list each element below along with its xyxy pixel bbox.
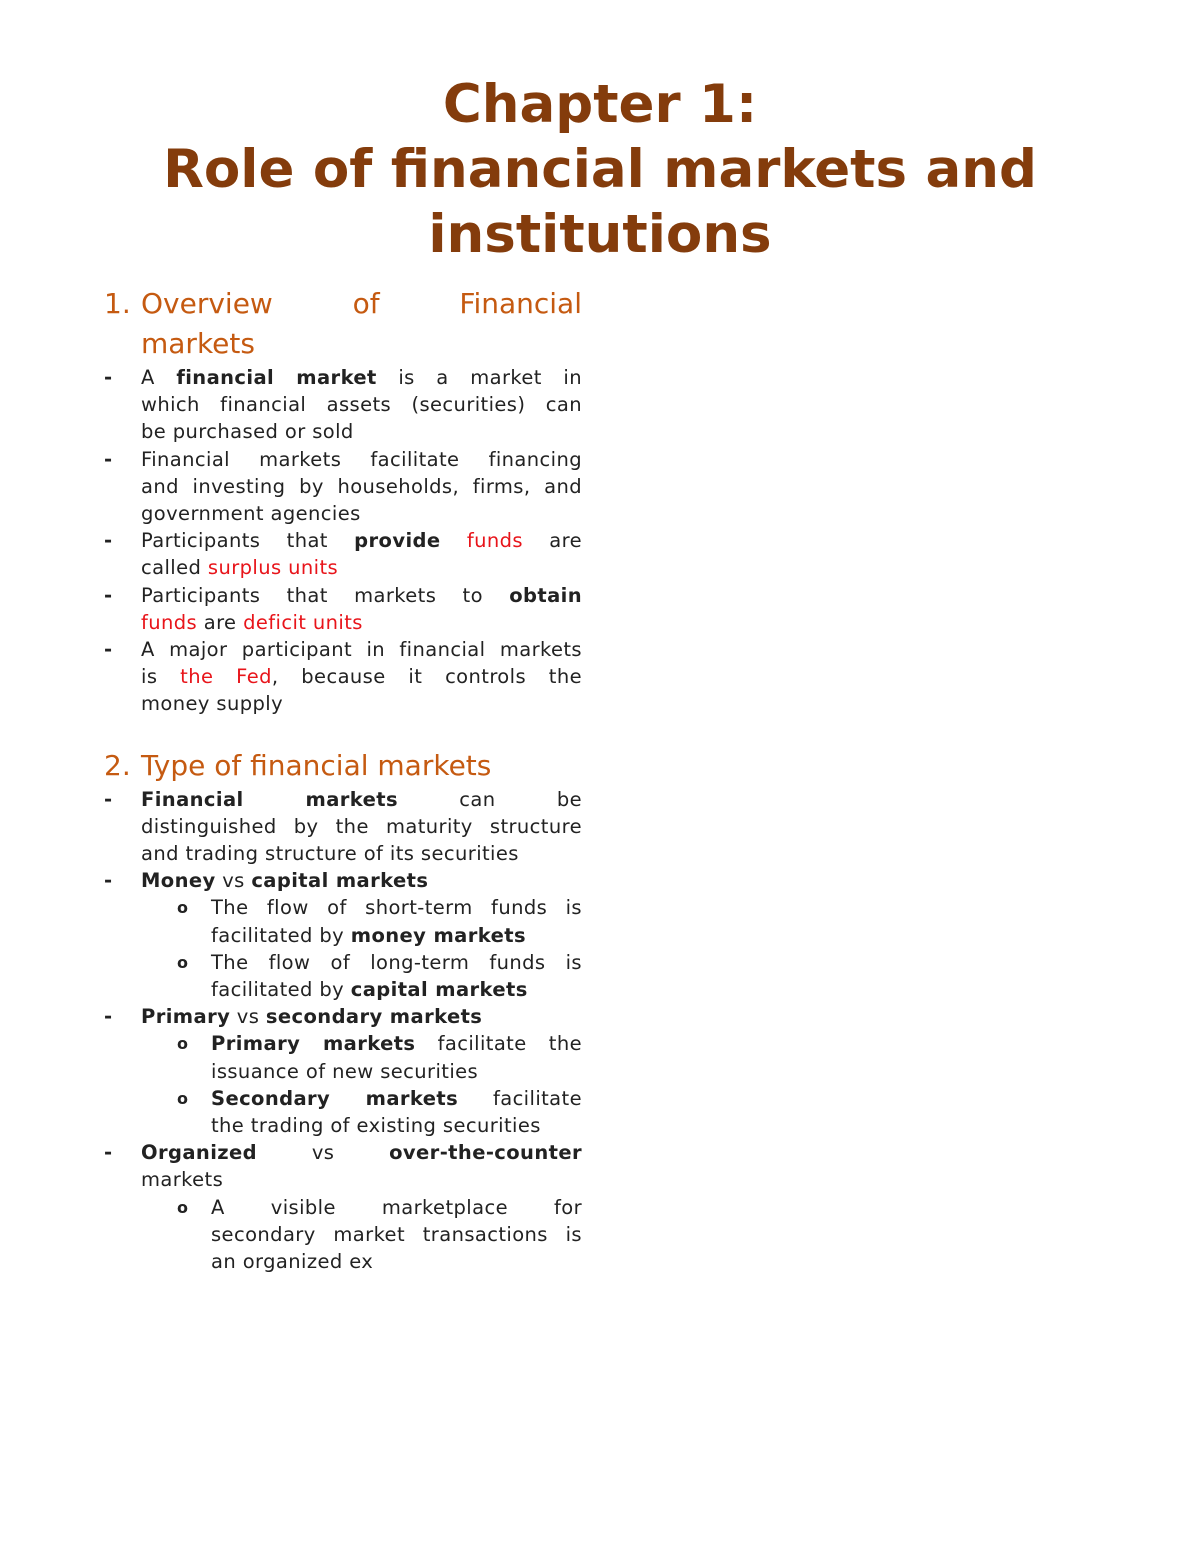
section-spacer	[104, 718, 582, 746]
dash-bullet: -	[104, 787, 113, 811]
section-1-heading-line-1: Overview of Financial	[141, 287, 582, 320]
dash-bullet: -	[104, 447, 113, 471]
list-item: - Financial markets can be distinguished by the maturity structure and trading structure of its securities	[104, 787, 582, 866]
list-item: - Participants that markets to obtain funds are deficit units	[104, 583, 582, 634]
circle-bullet-icon: o	[177, 952, 189, 972]
sub-list-item: o Secondary markets facilitate the trading of existing securities	[177, 1086, 582, 1138]
section-1-list	[104, 364, 582, 718]
list-item: - Organized vs over-the-counter markets	[104, 1141, 582, 1192]
circle-bullet-icon: o	[177, 1088, 189, 1108]
title-line-1: Chapter 1:	[442, 74, 758, 135]
section-2-number: 2.	[104, 748, 131, 782]
content-column	[104, 284, 582, 1275]
section-2-heading	[104, 746, 582, 786]
sub-list-item: o A visible marketplace for secondary market transactions is an organized ex	[177, 1195, 582, 1274]
list-item: - Money vs capital markets	[104, 867, 582, 894]
dash-bullet: -	[104, 583, 113, 607]
dash-bullet: -	[104, 638, 113, 662]
section-2-list	[104, 786, 582, 1276]
dash-bullet: -	[104, 366, 113, 389]
chapter-title	[0, 72, 1200, 267]
list-item: - Financial markets facilitate financing and investing by households, firms, and government agencies	[104, 447, 582, 526]
dash-bullet: -	[104, 1005, 113, 1029]
sub-list-item: o The flow of long-term funds is facilitated by capital markets	[177, 950, 582, 1002]
list-item: - A major participant in financial markets is the Fed, because it controls the money supply	[104, 638, 583, 716]
circle-bullet-icon: o	[177, 1197, 189, 1217]
circle-bullet-icon: o	[177, 1034, 189, 1054]
dash-bullet: -	[104, 869, 113, 893]
list-item: - A financial market is a market in which financial assets (securities) can be purchased or sold	[104, 366, 582, 444]
dash-bullet: -	[104, 529, 113, 553]
section-1-heading-line-2: markets	[141, 327, 255, 360]
section-1-number: 1.	[104, 287, 131, 320]
section-2-heading-text: Type of financial markets	[141, 748, 492, 782]
list-item: - Participants that provide funds are called surplus units	[104, 529, 582, 580]
circle-bullet-icon: o	[177, 898, 189, 918]
title-line-3: institutions	[428, 204, 772, 265]
sub-list-item: o Primary markets facilitate the issuance of new securities	[177, 1032, 582, 1083]
dash-bullet: -	[104, 1141, 113, 1165]
section-1-heading	[104, 284, 582, 364]
list-item: - Primary vs secondary markets	[104, 1003, 582, 1030]
sub-list-item: o The flow of short-term funds is facilitated by money markets	[177, 896, 582, 947]
title-line-2: Role of financial markets and	[163, 139, 1037, 200]
